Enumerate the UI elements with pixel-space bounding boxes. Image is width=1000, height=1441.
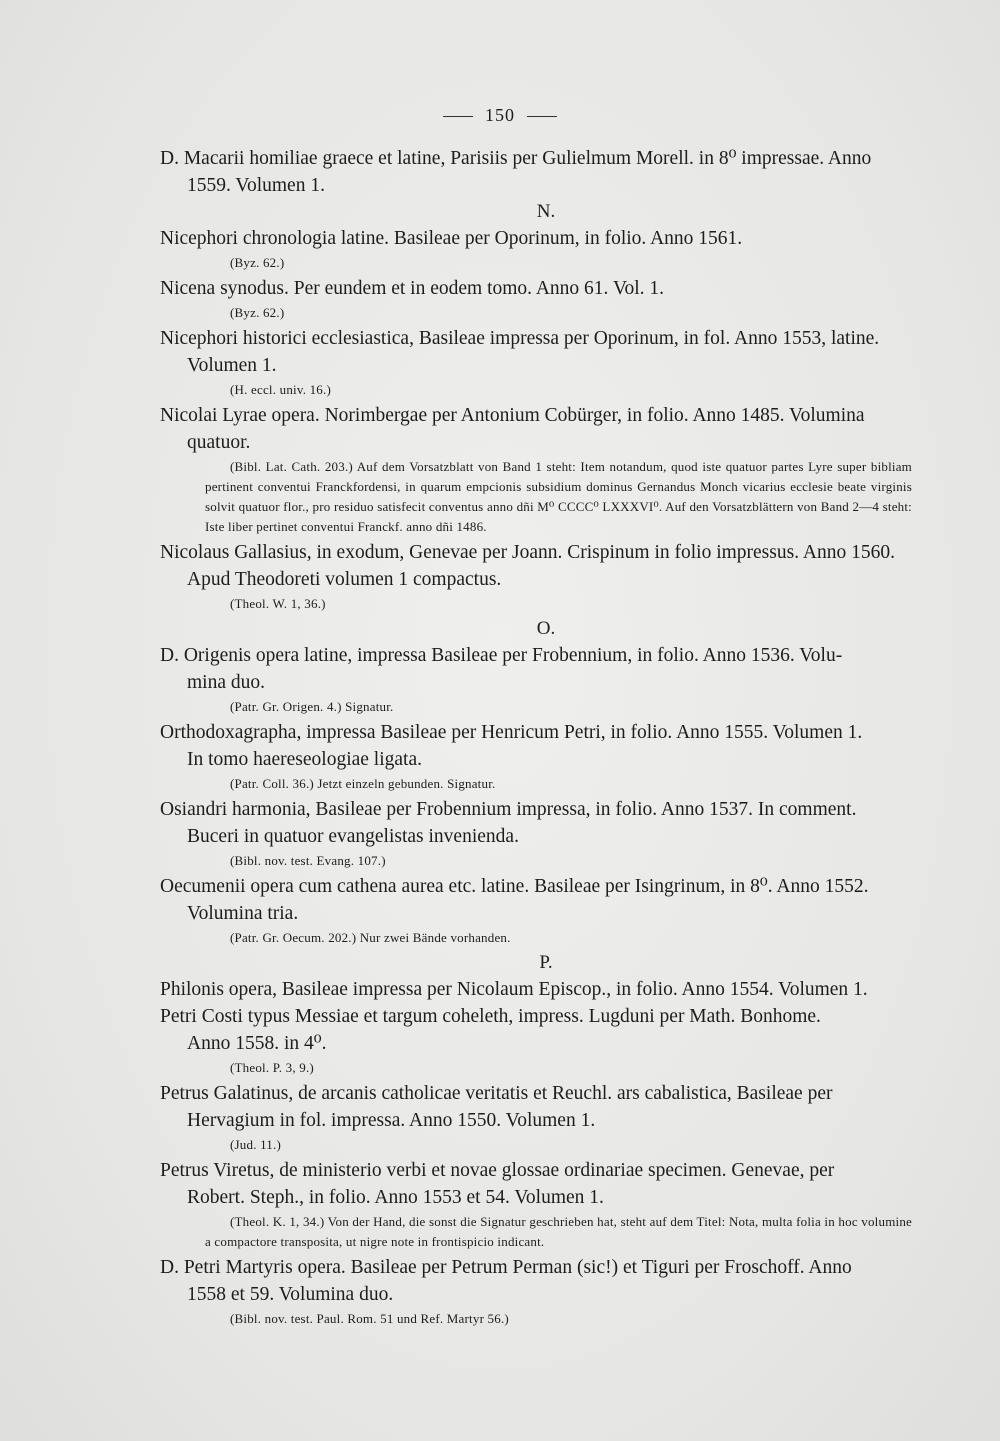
catalog-entry [160, 539, 912, 593]
catalog-entry [160, 796, 912, 850]
catalog-entry [160, 976, 912, 1003]
page-number: 150 [485, 105, 515, 125]
entry-line: Petrus Galatinus, de arcanis catholicae veritatis et Reuchl. ars cabalistica, Basileae per [160, 1083, 833, 1104]
catalog-body [160, 145, 912, 1331]
catalog-entry [160, 1254, 912, 1308]
entry-line: Volumen 1. [187, 355, 277, 376]
note-line: partes Lyre super bibliam pertinent conventui Franckfordensi, in quarum empcionis subsidium dominus [205, 459, 912, 494]
entry-line: Hervagium in fol. impressa. Anno 1550. Volumen 1. [187, 1110, 596, 1131]
entry-line: Anno 1558. in 4⁰. [187, 1033, 327, 1054]
entry-line: Nicephori chronologia latine. Basileae per Oporinum, in folio. Anno 1561. [160, 228, 743, 249]
shelfmark-note: (Bibl. nov. test. Evang. 107.) [230, 853, 386, 868]
catalog-entry [160, 642, 912, 696]
entry-line: Nicolaus Gallasius, in exodum, Genevae per Joann. Crispinum in folio impressus. Anno 1560. [160, 542, 895, 563]
note-line: multa folia in hoc volumine a compactore transposita, ut nigre note in frontispicio indicant. [205, 1214, 912, 1249]
dash-left [443, 116, 473, 117]
entry-line: Oecumenii opera cum cathena aurea etc. latine. Basileae per Isingrinum, in 8⁰. Anno 1552. [160, 876, 869, 897]
catalog-entry [160, 275, 912, 302]
section-letter-p: P. [539, 952, 553, 973]
entry-line: Petri Costi typus Messiae et targum coheleth, impress. Lugduni per Math. Bonhome. [160, 1006, 821, 1027]
entry-line: Apud Theodoreti volumen 1 compactus. [187, 569, 502, 590]
entry-line: In tomo haereseologiae ligata. [187, 749, 422, 770]
shelfmark-note: (Jud. 11.) [230, 1137, 281, 1152]
shelfmark-note: (H. eccl. univ. 16.) [230, 382, 331, 397]
note-line: (Theol. K. 1, 34.) Von der Hand, die sonst die Signatur geschrieben hat, steht auf dem Titel: Nota, [230, 1214, 759, 1229]
entry-line: Petrus Viretus, de ministerio verbi et novae glossae ordinariae specimen. Genevae, per [160, 1160, 835, 1181]
entry-line: Volumina tria. [187, 903, 299, 924]
page-number-line [0, 105, 1000, 126]
entry-line: D. Origenis opera latine, impressa Basileae per Frobennium, in folio. Anno 1536. Volu- [160, 645, 843, 666]
note-line: conventui Franckf. anno dñi 1486. [301, 519, 487, 534]
entry-line: Buceri in quatuor evangelistas invenienda. [187, 826, 519, 847]
catalog-entry [160, 719, 912, 773]
dash-right [527, 116, 557, 117]
section-letter-o: O. [536, 618, 556, 639]
catalog-entry [160, 1157, 912, 1211]
entry-line: Osiandri harmonia, Basileae per Frobennium impressa, in folio. Anno 1537. In comment. [160, 799, 857, 820]
shelfmark-note: (Theol. W. 1, 36.) [230, 596, 326, 611]
catalog-entry [160, 1003, 912, 1057]
catalog-entry [160, 225, 912, 252]
entry-line: Orthodoxagrapha, impressa Basileae per Henricum Petri, in folio. Anno 1555. Volumen 1. [160, 722, 863, 743]
shelfmark-note: (Patr. Coll. 36.) Jetzt einzeln gebunden. Signatur. [230, 776, 496, 791]
catalog-entry [160, 1080, 912, 1134]
note-line: Gernandus Monch vicarius ecclesie beate virginis solvit quatuor flor., pro residuo satisfecit conventus [205, 479, 912, 514]
entry-line: Nicolai Lyrae opera. Norimbergae per Antonium Cobürger, in folio. Anno 1485. Volumina [160, 405, 865, 426]
shelfmark-note: (Byz. 62.) [230, 255, 285, 270]
entry-line: Nicena synodus. Per eundem et in eodem tomo. Anno 61. Vol. 1. [160, 278, 665, 299]
shelfmark-note: (Byz. 62.) [230, 305, 285, 320]
entry-line: Nicephori historici ecclesiastica, Basileae impressa per Oporinum, in fol. Anno 1553, latine. [160, 328, 880, 349]
entry-line: 1559. Volumen 1. [187, 175, 325, 196]
entry-line: 1558 et 59. Volumina duo. [187, 1284, 394, 1305]
shelfmark-note: (Patr. Gr. Oecum. 202.) Nur zwei Bände vorhanden. [230, 930, 511, 945]
catalog-entry [160, 145, 912, 199]
entry-line: Philonis opera, Basileae impressa per Nicolaum Episcop., in folio. Anno 1554. Volumen 1. [160, 979, 868, 1000]
shelfmark-note: (Theol. P. 3, 9.) [230, 1060, 314, 1075]
entry-line: Robert. Steph., in folio. Anno 1553 et 54. Volumen 1. [187, 1187, 604, 1208]
note-line: (Bibl. Lat. Cath. 203.) Auf dem Vorsatzblatt von Band 1 steht: Item notandum, quod iste quatuor [230, 459, 767, 474]
entry-line: D. Macarii homiliae graece et latine, Parisiis per Gulielmum Morell. in 8⁰ impressae. Anno [160, 148, 872, 169]
entry-line: mina duo. [187, 672, 265, 693]
shelfmark-note: (Bibl. nov. test. Paul. Rom. 51 und Ref. Martyr 56.) [230, 1311, 509, 1326]
section-letter-n: N. [536, 201, 556, 222]
entry-line: quatuor. [187, 432, 251, 453]
entry-line: D. Petri Martyris opera. Basileae per Petrum Perman (sic!) et Tiguri per Froschoff. Anno [160, 1257, 852, 1278]
catalog-entry [160, 873, 912, 927]
annotation-note [160, 1212, 912, 1252]
annotation-note [160, 457, 912, 537]
catalog-entry [160, 402, 912, 456]
note-line: anno dñi M⁰ CCCC⁰ LXXXVI⁰. Auf den Vorsatzblättern von Band 2—4 steht: Iste liber pertinet [205, 499, 912, 534]
shelfmark-note: (Patr. Gr. Origen. 4.) Signatur. [230, 699, 394, 714]
catalog-entry [160, 325, 912, 379]
